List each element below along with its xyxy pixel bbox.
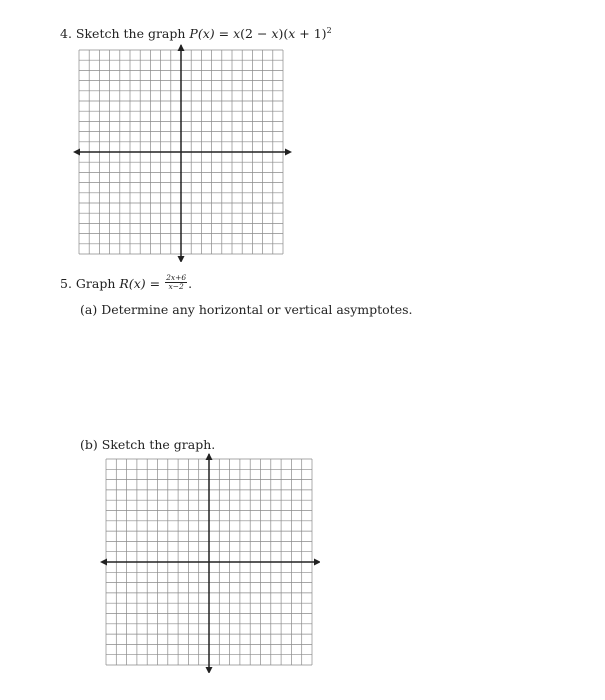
part-b-text: Sketch the graph. [101, 437, 216, 452]
coordinate-grid-problem-5 [100, 453, 320, 673]
problem-5-text: Graph [75, 276, 116, 291]
problem-5-function: R(x) = [119, 276, 165, 291]
coordinate-grid-problem-4 [73, 44, 293, 262]
x-axis-arrow-left [100, 559, 107, 566]
y-axis-arrow-down [178, 256, 185, 262]
problem-5-number: 5. [60, 276, 72, 291]
y-axis-arrow-up [178, 44, 185, 51]
x-axis-arrow-left [73, 149, 80, 156]
part-a-label: (a) [80, 302, 98, 317]
problem-5-part-b [80, 437, 215, 452]
x-axis-arrow-right [285, 149, 292, 156]
y-axis-arrow-up [206, 453, 213, 460]
problem-4-function: $P(x) = x(2 - x)(x + 1)^2$ [189, 26, 332, 41]
y-axis-arrow-down [206, 667, 213, 673]
problem-5-statement: 5. Graph R(x) = $\frac{2x+6}{x-2}$ . [60, 273, 193, 291]
problem-5-fraction: $\frac{2x+6}{x-2}$ [166, 273, 187, 291]
problem-4-text: Sketch the graph [75, 26, 186, 41]
part-b-label: (b) [80, 437, 98, 452]
x-axis-arrow-right [314, 559, 320, 566]
problem-5-part-a [80, 302, 412, 317]
problem-4-number: 4. [60, 26, 72, 41]
problem-4-statement [60, 26, 332, 41]
part-a-text: Determine any horizontal or vertical asymptotes. [101, 302, 413, 317]
